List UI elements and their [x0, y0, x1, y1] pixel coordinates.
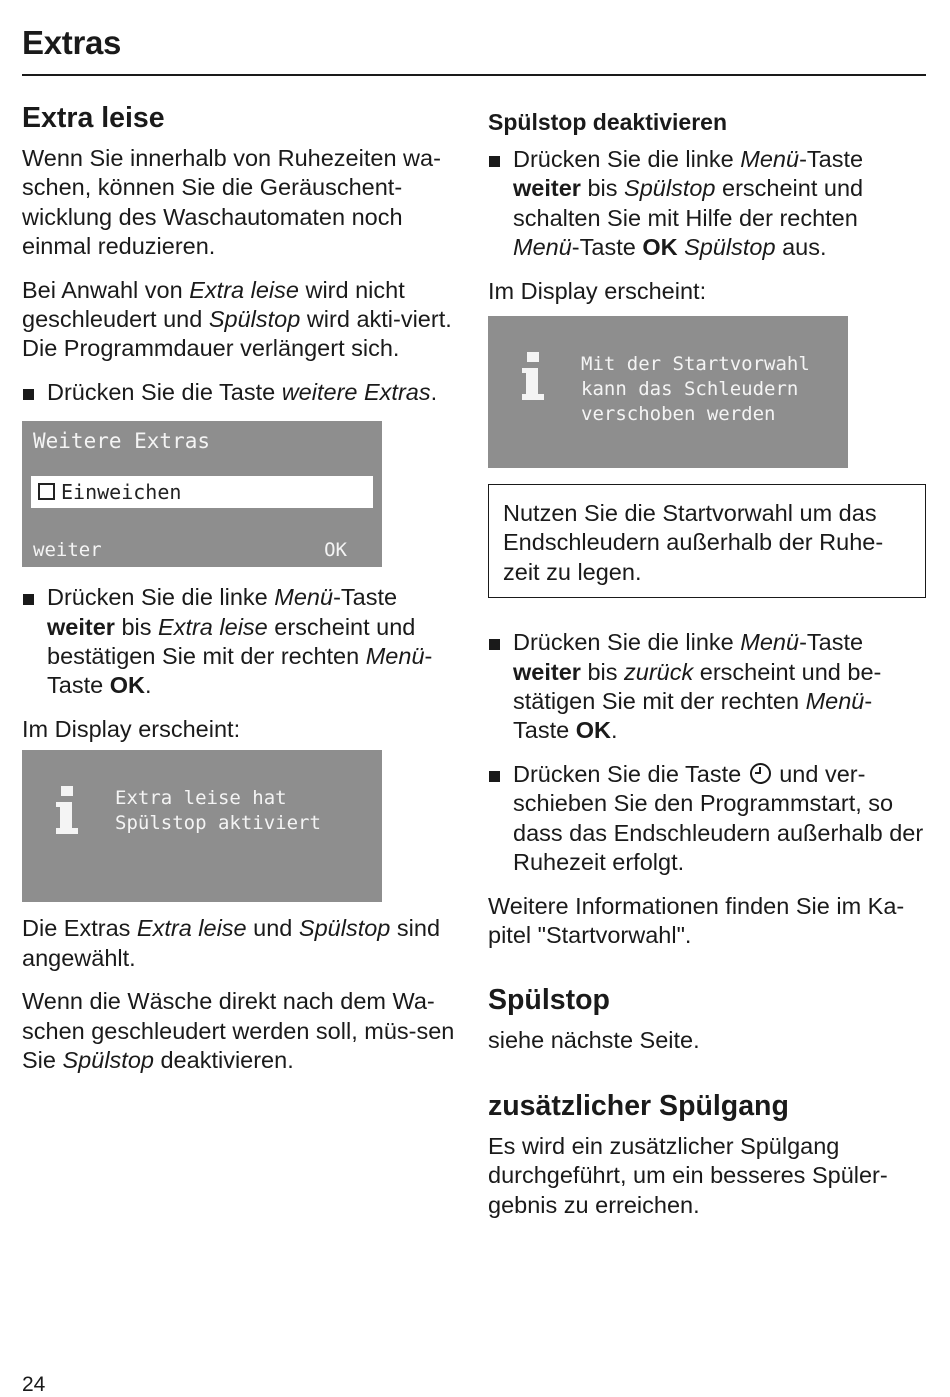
- bullet-square-icon: [23, 594, 34, 605]
- display-message: Extra leise hat Spülstop aktiviert: [115, 787, 321, 835]
- header-divider: [22, 74, 926, 76]
- display-softkey-right: OK: [324, 539, 347, 562]
- info-icon: [522, 352, 546, 402]
- info-icon: [56, 786, 80, 836]
- subheading-spuelstop-deaktivieren: Spülstop deaktivieren: [488, 109, 728, 135]
- bullet-square-icon: [489, 639, 500, 650]
- paragraph-see-next-page: siehe nächste Seite.: [488, 1027, 700, 1054]
- paragraph-intro: Wenn Sie innerhalb von Ruhezeiten wa-schen, können Sie die Geräuschent-wicklung des Waschautomaten noch einmal reduzieren.: [22, 145, 441, 260]
- bullet-square-icon: [489, 771, 500, 782]
- instruction-step: Drücken Sie die Taste weitere Extras.: [22, 378, 467, 407]
- display-screen-weitere-extras: [22, 421, 382, 567]
- display-screen-info-startvorwahl: [488, 316, 848, 468]
- paragraph-extra-rinse: Es wird ein zusätzlicher Spülgang durchgeführt, um ein besseres Spüler-gebnis zu erreichen.: [488, 1132, 888, 1218]
- checkbox-icon: [38, 483, 55, 500]
- display-title: Weitere Extras: [33, 429, 211, 454]
- display-screen-info-extra-leise: [22, 750, 382, 902]
- page-number: 24: [22, 1373, 46, 1396]
- paragraph-deactivate-hint: Wenn die Wäsche direkt nach dem Wa-schen geschleudert werden soll, müs-sen Sie Spülstop deaktivieren.: [22, 988, 455, 1073]
- instruction-step: Drücken Sie die Taste und ver-schieben Sie den Programmstart, so dass das Endschleudern außerhalb der Ruhezeit erfolgt.: [488, 760, 928, 878]
- section-heading-spuelstop: Spülstop: [488, 984, 610, 1017]
- section-heading-extra-leise: Extra leise: [22, 102, 165, 134]
- display-message: Mit der Startvorwahl kann das Schleudern verschoben werden: [581, 353, 810, 426]
- left-column: [22, 100, 467, 1089]
- instruction-step: Drücken Sie die linke Menü-Taste weiter bis Spülstop erscheint und schalten Sie mit Hilfe der rechten Menü-Taste OK Spülstop aus.: [488, 145, 928, 263]
- right-column: [488, 100, 928, 1234]
- instruction-step: Drücken Sie die linke Menü-Taste weiter bis zurück erscheint und be-stätigen Sie mit der rechten Menü-Taste OK.: [488, 628, 928, 746]
- paragraph-extras-selected: Die Extras Extra leise und Spülstop sind angewählt.: [22, 915, 441, 971]
- page-title: Extras: [22, 24, 122, 61]
- bullet-square-icon: [489, 156, 500, 167]
- section-heading-zusaetzlicher-spuelgang: zusätzlicher Spülgang: [488, 1089, 789, 1122]
- clock-icon: [750, 763, 771, 784]
- display-label: Im Display erscheint:: [488, 277, 707, 304]
- instruction-step: Drücken Sie die linke Menü-Taste weiter bis Extra leise erscheint und bestätigen Sie mit der rechten Menü-Taste OK.: [22, 583, 467, 701]
- display-selected-item: Einweichen: [31, 476, 373, 508]
- bullet-square-icon: [23, 389, 34, 400]
- paragraph-more-info: Weitere Informationen finden Sie im Ka-pitel "Startvorwahl".: [488, 892, 905, 948]
- tip-box: Nutzen Sie die Startvorwahl um das Endschleudern außerhalb der Ruhe-zeit zu legen.: [488, 484, 926, 598]
- paragraph-extra-leise-effect: Bei Anwahl von Extra leise wird nicht geschleudert und Spülstop wird akti-viert. Die Programmdauer verlängert sich.: [22, 276, 452, 362]
- display-label: Im Display erscheint:: [22, 715, 241, 742]
- display-softkey-left: weiter: [33, 539, 102, 562]
